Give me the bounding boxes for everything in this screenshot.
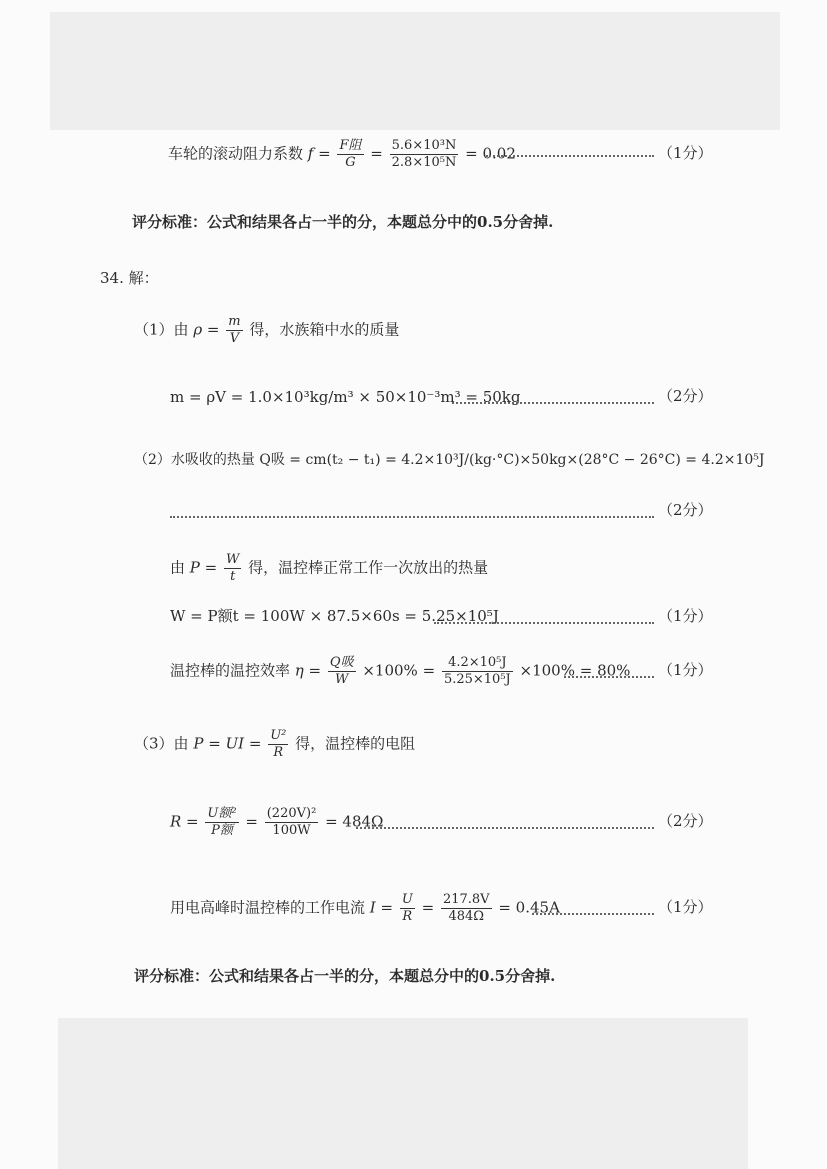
numerator: 4.2×10⁵J bbox=[442, 655, 513, 672]
text: = bbox=[421, 898, 435, 917]
denominator: P额 bbox=[211, 823, 233, 838]
fraction-u-r bbox=[400, 892, 415, 925]
score-label: （1分） bbox=[658, 144, 713, 162]
text: 用电高峰时温控棒的工作电流 bbox=[170, 898, 366, 917]
fraction-m-v bbox=[226, 314, 242, 347]
current-equation bbox=[170, 892, 560, 925]
leader-dots bbox=[434, 622, 654, 624]
numerator: U bbox=[401, 892, 413, 907]
mass-equation: m = ρV = 1.0×10³kg/m³ × 50×10⁻³m³ = 50kg bbox=[170, 388, 521, 406]
denominator: R bbox=[273, 745, 284, 760]
fraction-q-w bbox=[328, 655, 356, 688]
score-label: （1分） bbox=[658, 898, 713, 916]
label-text: 车轮的滚动阻力系数 bbox=[168, 144, 304, 163]
text: 由 bbox=[170, 558, 186, 577]
fraction-f-g bbox=[337, 138, 363, 171]
i-symbol: I = bbox=[369, 898, 394, 917]
fraction-u2-r bbox=[268, 728, 288, 761]
text: （1）由 bbox=[134, 320, 189, 339]
denominator: 100W bbox=[272, 823, 311, 838]
numerator: (220V)² bbox=[266, 806, 317, 821]
numerator: U² bbox=[270, 728, 287, 743]
leader-dots bbox=[564, 676, 654, 678]
eta-symbol: η = bbox=[294, 661, 322, 680]
score-label: （2分） bbox=[658, 387, 713, 405]
fraction-values bbox=[441, 892, 492, 925]
blank-bottom-region bbox=[58, 1018, 748, 1169]
leader-dots bbox=[532, 913, 654, 915]
result: = 484Ω bbox=[325, 812, 384, 831]
denominator: G bbox=[345, 155, 356, 170]
question-number: 34. 解： bbox=[100, 269, 159, 287]
denominator: 2.8×10⁵N bbox=[391, 155, 457, 170]
leader-dots bbox=[486, 155, 654, 157]
numerator: m bbox=[228, 314, 241, 329]
efficiency-equation bbox=[170, 655, 630, 688]
heat-absorbed-equation: （2）水吸收的热量 Q吸 = cm(t₂ − t₁) = 4.2×10³J/(kg·°C)×50kg×(28°C − 26°C) = 4.2×10⁵J bbox=[134, 452, 765, 468]
fraction-values bbox=[390, 138, 459, 171]
text: 得，温控棒的电阻 bbox=[295, 734, 416, 753]
score-label: （1分） bbox=[658, 607, 713, 625]
text: ×100% = bbox=[362, 661, 436, 680]
f-symbol: f = bbox=[307, 144, 331, 163]
work-equation: W = P额t = 100W × 87.5×60s = 5.25×10⁵J bbox=[170, 607, 499, 625]
rolling-coefficient-line: 车轮的滚动阻力系数 f = $\frac{\text{F阻}}{G}$ = $\frac{\text{5.6×10³N}}{\text{2.8×10⁵N}}$ = 0.02 bbox=[168, 138, 516, 170]
rho-symbol: ρ = bbox=[193, 320, 220, 339]
fraction-values bbox=[265, 806, 319, 839]
fraction-u-p bbox=[205, 806, 238, 839]
part3-intro bbox=[134, 728, 415, 761]
score-label: （2分） bbox=[658, 501, 713, 519]
scoring-note: 评分标准：公式和结果各占一半的分，本题总分中的0.5分舍掉. bbox=[132, 213, 554, 231]
result: = 0.45A bbox=[498, 898, 560, 917]
numerator: 5.6×10³N bbox=[391, 138, 457, 153]
denominator: t bbox=[230, 569, 236, 584]
numerator: U额² bbox=[207, 806, 237, 821]
text: （3）由 bbox=[134, 734, 189, 753]
numerator: 217.8V bbox=[442, 892, 490, 907]
numerator: Q吸 bbox=[329, 655, 354, 670]
numerator: W bbox=[226, 552, 240, 567]
part1-intro bbox=[134, 314, 399, 347]
result: = 0.02 bbox=[465, 144, 516, 163]
text: = bbox=[245, 812, 258, 831]
text: 温控棒的温控效率 bbox=[170, 661, 291, 680]
leader-dots bbox=[170, 516, 654, 518]
blank-top-region bbox=[50, 12, 780, 130]
fraction-w-t bbox=[224, 552, 241, 585]
result: ×100% = 80% bbox=[519, 661, 631, 680]
p-symbol: P = UI = bbox=[193, 734, 262, 753]
leader-dots bbox=[356, 827, 654, 829]
text: 得，温控棒正常工作一次放出的热量 bbox=[248, 558, 489, 577]
denominator: V bbox=[229, 331, 240, 346]
resistance-equation bbox=[170, 806, 383, 839]
denominator: 5.25×10⁵J bbox=[443, 672, 511, 687]
score-label: （2分） bbox=[658, 812, 713, 830]
scoring-note: 评分标准：公式和结果各占一半的分，本题总分中的0.5分舍掉. bbox=[134, 967, 556, 985]
text: 得，水族箱中水的质量 bbox=[249, 320, 400, 339]
leader-dots bbox=[452, 402, 654, 404]
denominator: 484Ω bbox=[448, 909, 485, 924]
p-symbol: P = bbox=[189, 558, 218, 577]
r-symbol: R = bbox=[170, 812, 199, 831]
denominator: R bbox=[402, 909, 413, 924]
numerator: F阻 bbox=[339, 138, 362, 153]
part2-intro bbox=[170, 552, 488, 585]
denominator: W bbox=[335, 672, 349, 687]
score-label: （1分） bbox=[658, 661, 713, 679]
fraction-values bbox=[442, 655, 513, 688]
